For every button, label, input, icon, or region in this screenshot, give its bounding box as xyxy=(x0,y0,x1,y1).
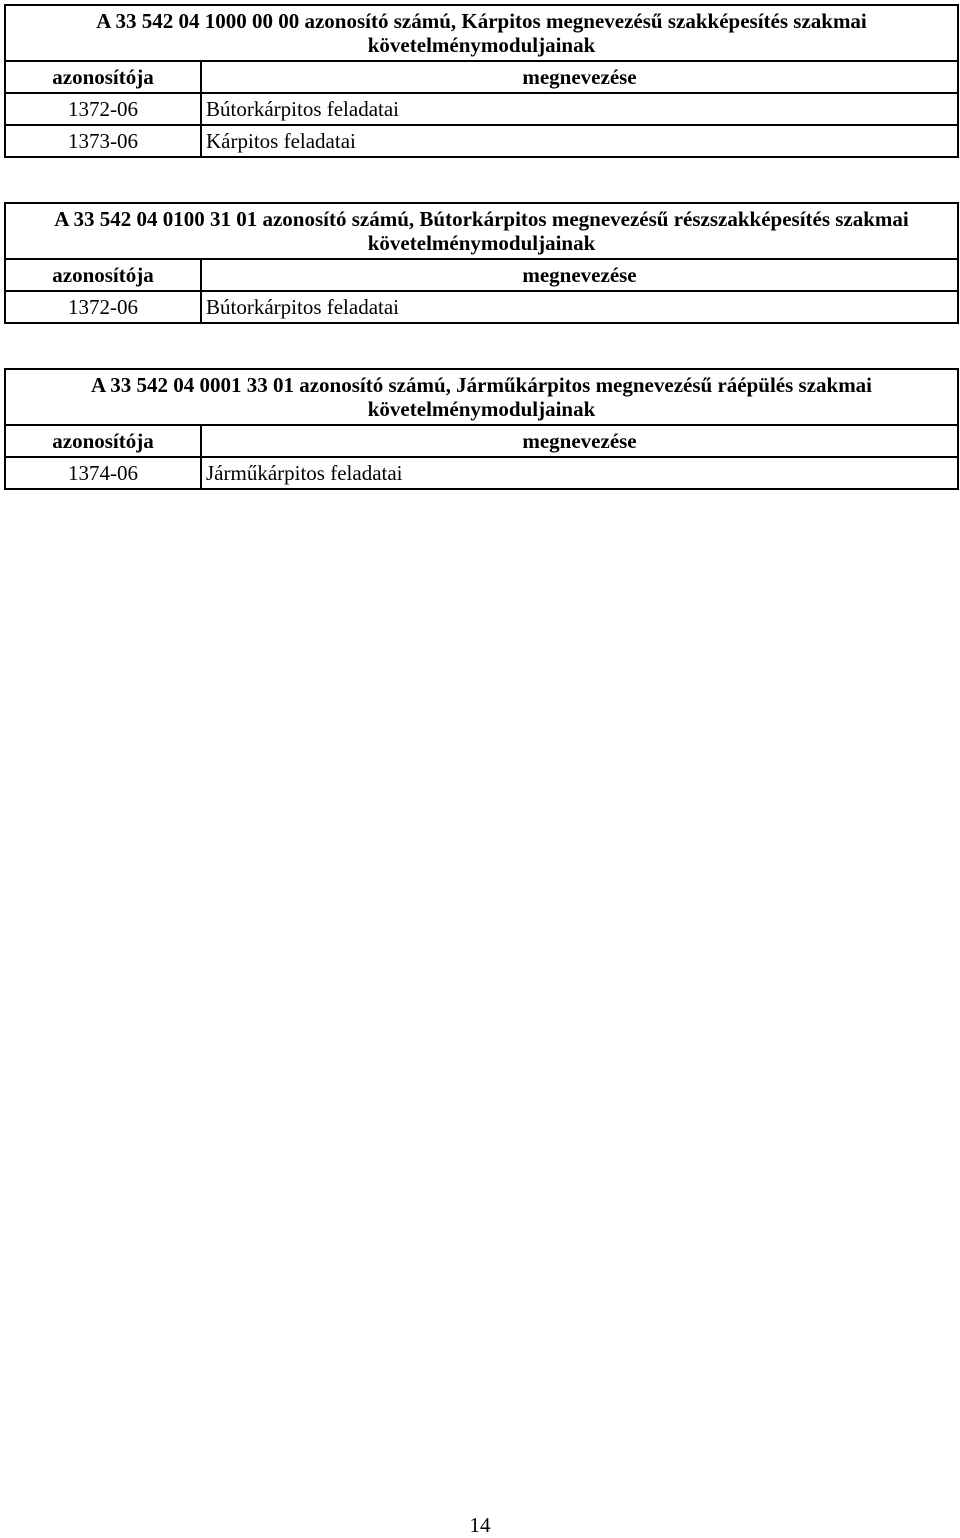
column-header-id: azonosítója xyxy=(5,425,201,457)
column-header-name: megnevezése xyxy=(201,259,958,291)
module-id: 1372-06 xyxy=(5,93,201,125)
column-header-name: megnevezése xyxy=(201,61,958,93)
column-header-id: azonosítója xyxy=(5,61,201,93)
module-table-járműkárpitos xyxy=(4,368,959,490)
table-row xyxy=(5,291,958,323)
column-header-name: megnevezése xyxy=(201,425,958,457)
module-table-bútorkárpitos xyxy=(4,202,959,324)
page-number: 14 xyxy=(469,1513,491,1537)
module-id: 1373-06 xyxy=(5,125,201,157)
table-title: A 33 542 04 0001 33 01 azonosító számú, Járműkárpitos megnevezésű ráépülés szakmai követelménymoduljainak xyxy=(5,369,958,425)
module-table-kárpitos xyxy=(4,4,959,158)
column-header-id: azonosítója xyxy=(5,259,201,291)
table-row xyxy=(5,93,958,125)
table-title: A 33 542 04 0100 31 01 azonosító számú, Bútorkárpitos megnevezésű részszakképesítés szakmai követelménymoduljainak xyxy=(5,203,958,259)
module-id: 1372-06 xyxy=(5,291,201,323)
table-title: A 33 542 04 1000 00 00 azonosító számú, Kárpitos megnevezésű szakképesítés szakmai követelménymoduljainak xyxy=(5,5,958,61)
module-name: Kárpitos feladatai xyxy=(201,125,958,157)
table-header-row xyxy=(5,259,958,291)
table-row xyxy=(5,457,958,489)
table-title-row xyxy=(5,5,958,61)
table-header-row xyxy=(5,425,958,457)
module-id: 1374-06 xyxy=(5,457,201,489)
module-name: Bútorkárpitos feladatai xyxy=(201,93,958,125)
table-row xyxy=(5,125,958,157)
table-title-row xyxy=(5,203,958,259)
table-header-row xyxy=(5,61,958,93)
table-title-row xyxy=(5,369,958,425)
module-name: Bútorkárpitos feladatai xyxy=(201,291,958,323)
module-name: Járműkárpitos feladatai xyxy=(201,457,958,489)
